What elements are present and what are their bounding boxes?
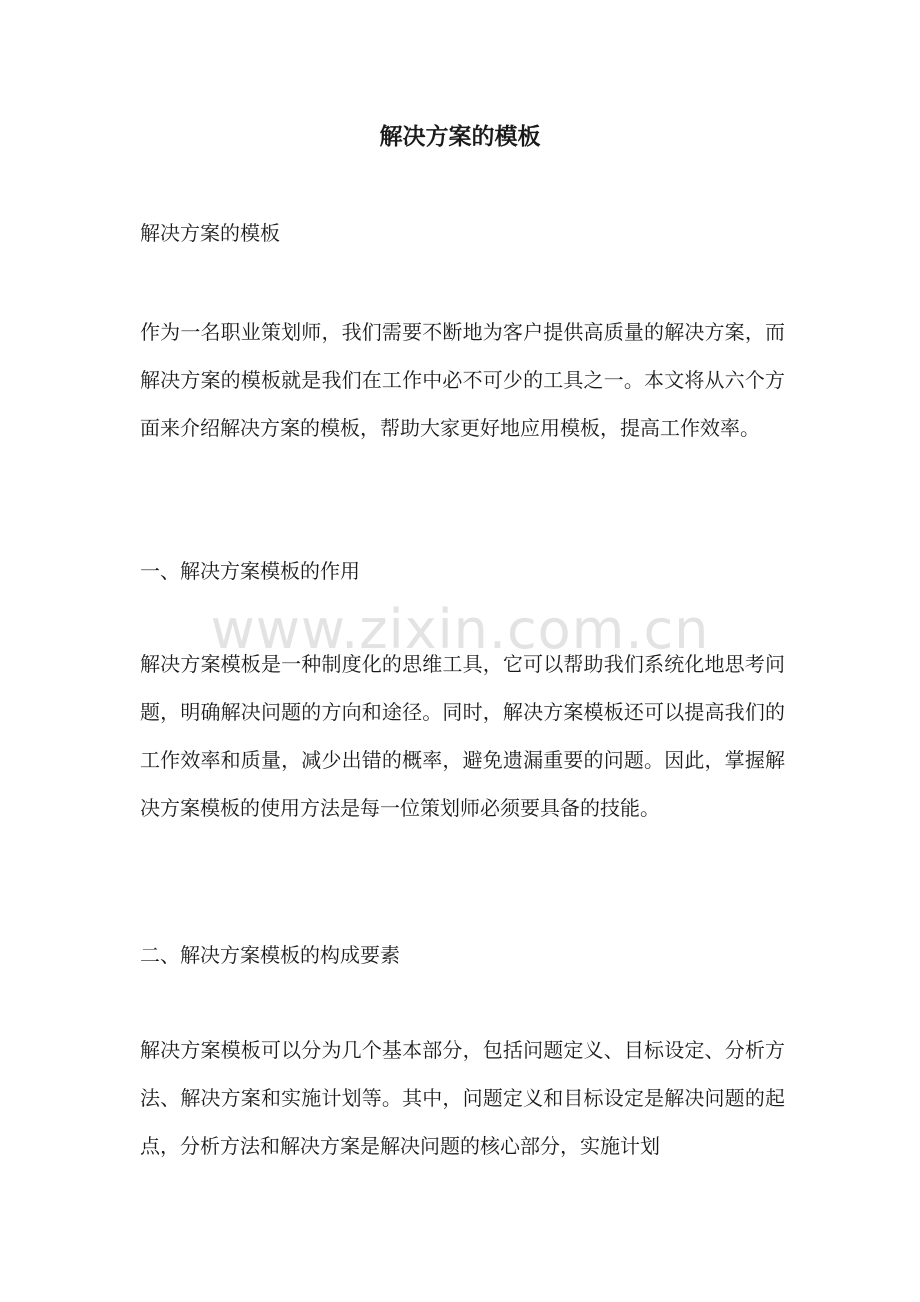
section-2-heading: 二、解决方案模板的构成要素 xyxy=(140,943,400,967)
intro-paragraph: 作为一名职业策划师，我们需要不断地为客户提供高质量的解决方案，而解决方案的模板就是我们在工作中必不可少的工具之一。本文将从六个方面来介绍解决方案的模板，帮助大家更好地应用模板，提高工作效率。 xyxy=(140,320,785,440)
section-2-paragraph: 解决方案模板可以分为几个基本部分，包括问题定义、目标设定、分析方法、解决方案和实施计划等。其中，问题定义和目标设定是解决问题的起点，分析方法和解决方案是解决问题的核心部分，实施计划 xyxy=(140,1038,785,1158)
document-subtitle: 解决方案的模板 xyxy=(140,221,280,245)
watermark-text: www.zixin.com.cn xyxy=(210,598,710,661)
section-1-paragraph: 解决方案模板是一种制度化的思维工具，它可以帮助我们系统化地思考问题，明确解决问题的方向和途径。同时，解决方案模板还可以提高我们的工作效率和质量，减少出错的概率，避免遗漏重要的问题。因此，掌握解决方案模板的使用方法是每一位策划师必须要具备的技能。 xyxy=(140,652,785,820)
document-title: 解决方案的模板 xyxy=(379,123,541,150)
section-1-heading: 一、解决方案模板的作用 xyxy=(140,559,360,583)
